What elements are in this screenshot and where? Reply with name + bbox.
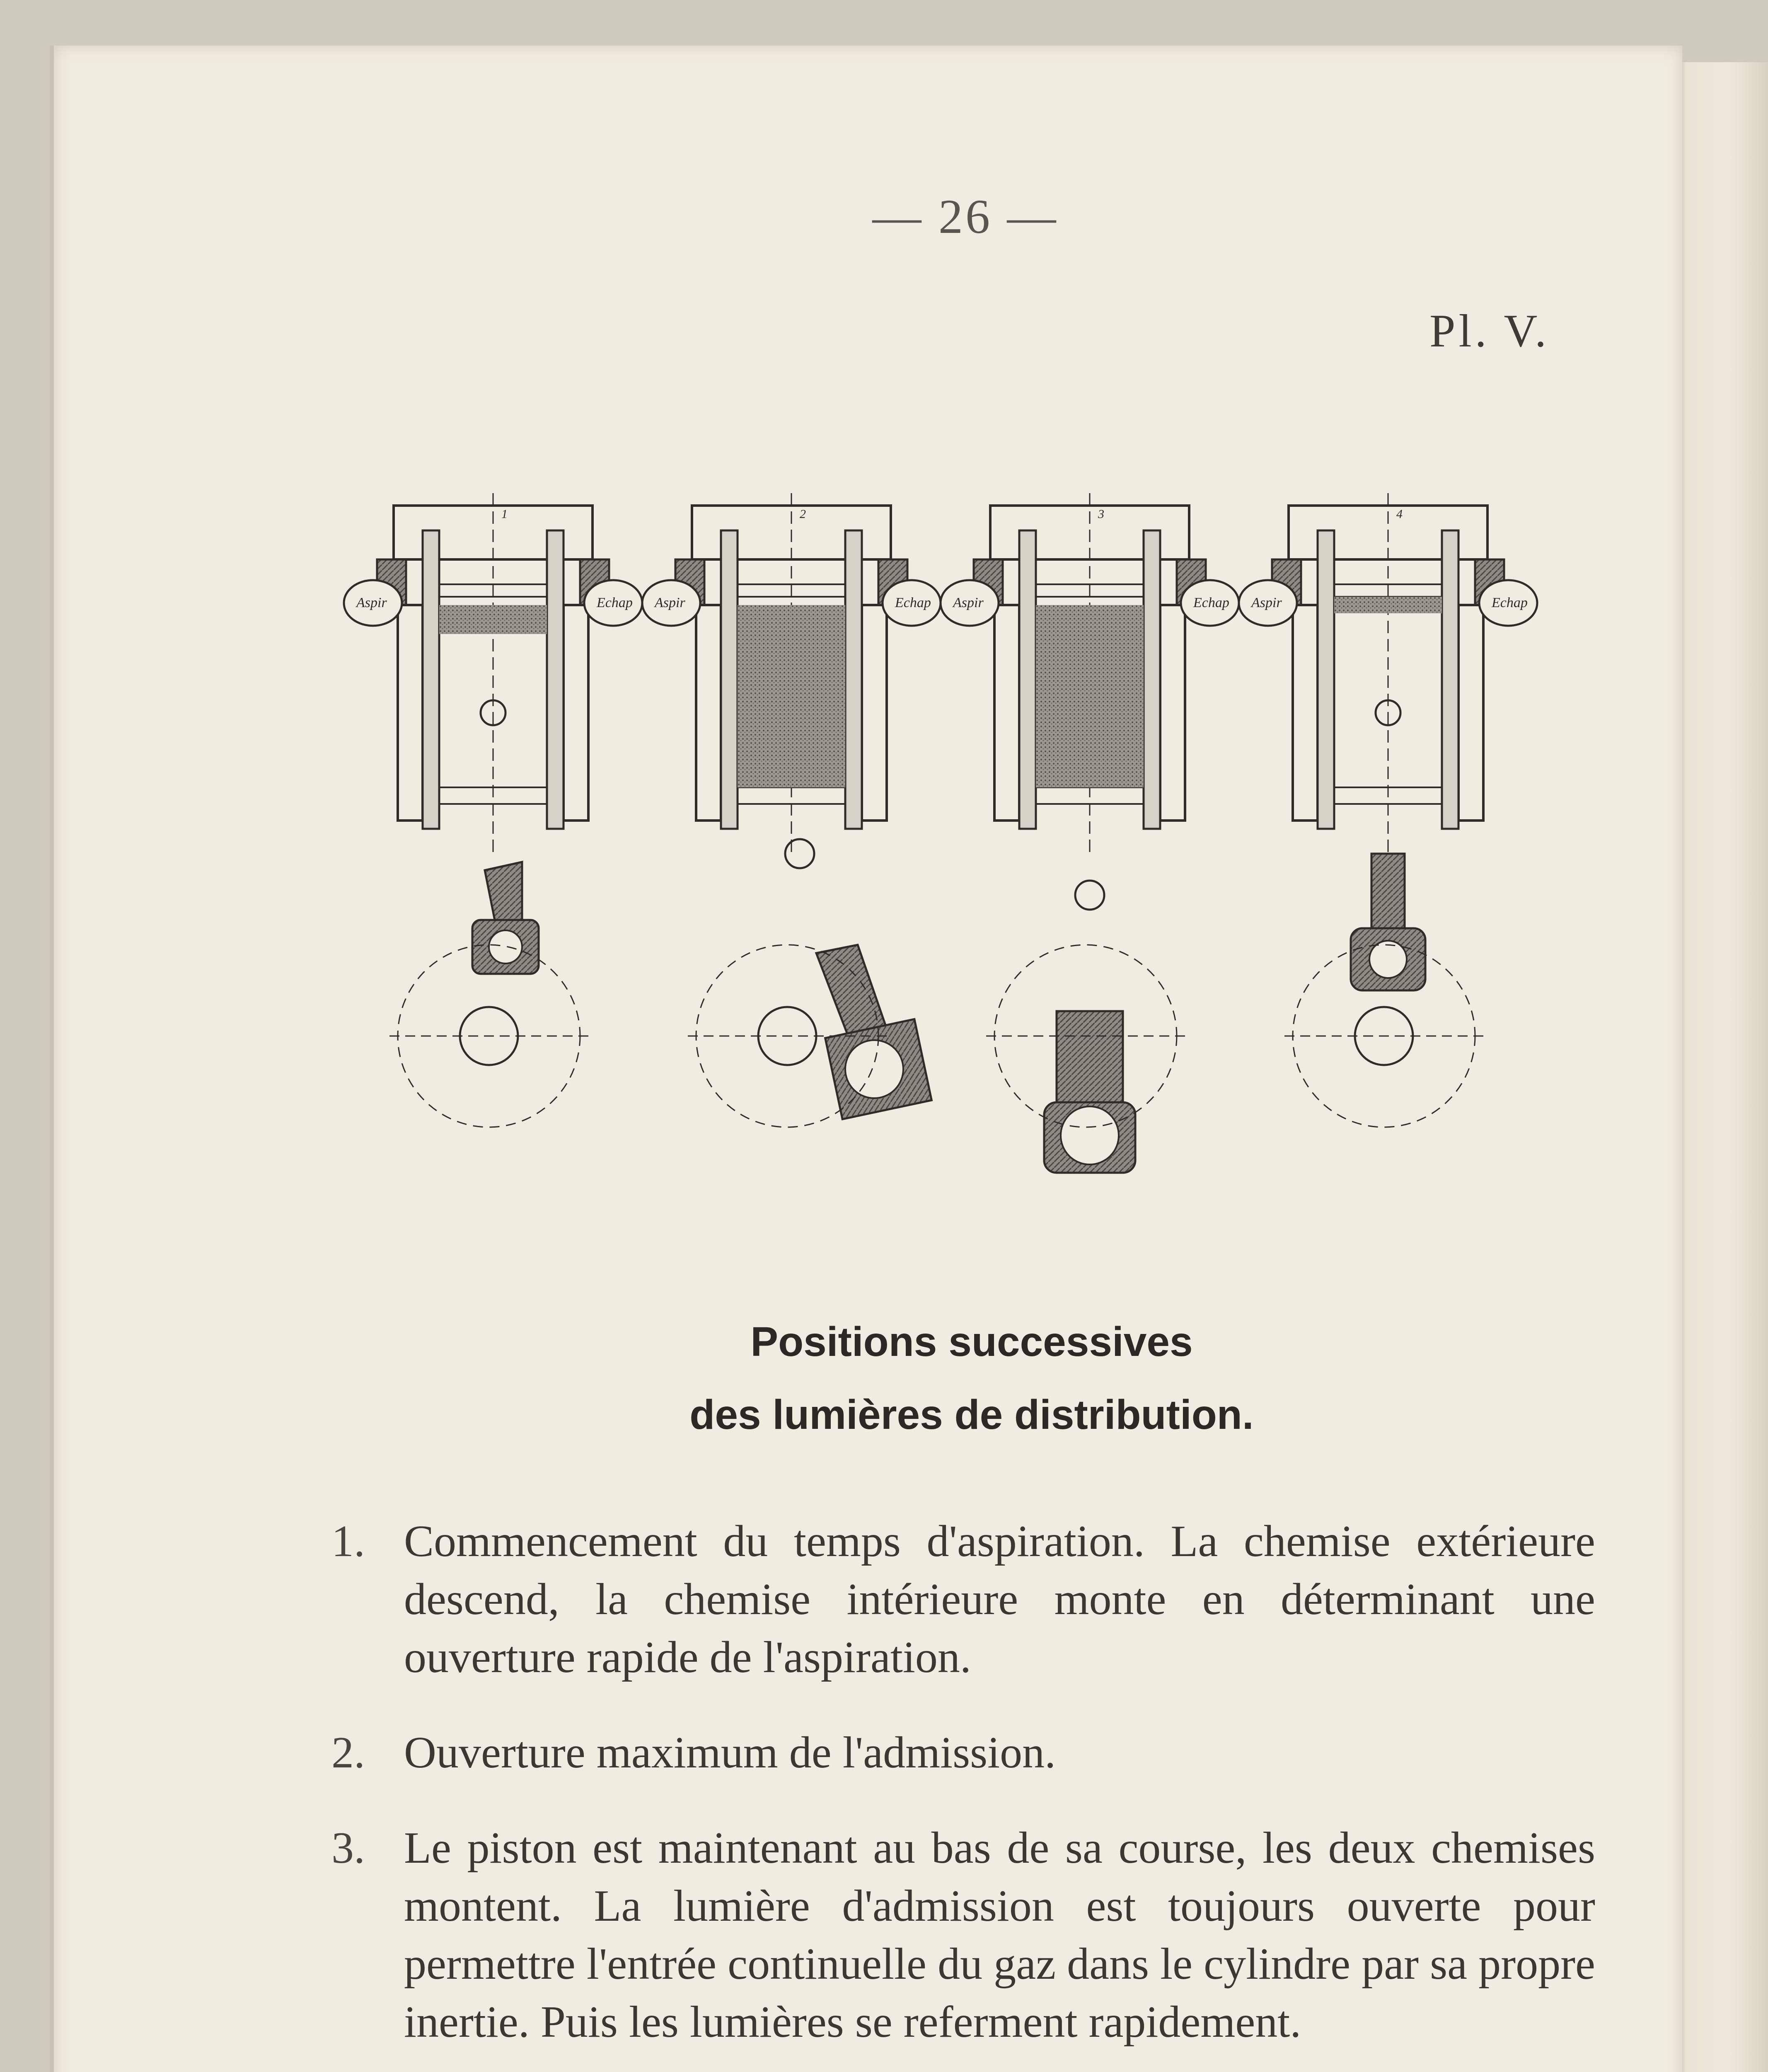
list-item — [331, 1819, 1595, 2051]
exhaust-port-label: Echap — [597, 595, 633, 610]
diagram-index-label: 3 — [1098, 507, 1104, 521]
caption-line-1: Positions successives — [750, 1319, 1193, 1365]
item-number: 2. — [331, 1728, 365, 1777]
intake-port-label: Aspir — [356, 595, 387, 610]
plate-label: Pl. V. — [1429, 305, 1550, 357]
description-list — [331, 1513, 1595, 2072]
exhaust-port-label: Echap — [895, 595, 931, 610]
item-number: 3. — [331, 1823, 365, 1873]
diagram-4 — [1239, 493, 1537, 1127]
next-page-edge — [1678, 62, 1768, 2072]
intake-port-label: Aspir — [655, 595, 685, 610]
diagram-index-label: 4 — [1396, 507, 1403, 521]
exhaust-port-label: Echap — [1193, 595, 1229, 610]
distribution-diagram-figure — [356, 489, 1575, 1193]
item-text: Ouverture maximum de l'admission. — [404, 1728, 1056, 1777]
item-number: 1. — [331, 1517, 365, 1566]
diagram-2 — [642, 493, 941, 1127]
diagram-index-label: 2 — [800, 507, 806, 521]
list-item — [331, 1724, 1595, 1782]
intake-port-label: Aspir — [1251, 595, 1282, 610]
item-text: Le piston est maintenant au bas de sa course, les deux chemises montent. La lumière d'admission est toujours ouverte pour permettre l'entrée continuelle du gaz dans le cylindre par sa propre inertie. Puis les lumières se referment rapidement. — [404, 1823, 1595, 2047]
caption-line-2: des lumières de distribution. — [689, 1392, 1254, 1438]
figure-caption — [373, 1305, 1570, 1451]
list-item — [331, 1513, 1595, 1687]
diagram-index-label: 1 — [501, 507, 508, 521]
exhaust-port-label: Echap — [1492, 595, 1528, 610]
item-text: Commencement du temps d'aspiration. La chemise extérieure descend, la chemise intérieure monte en déterminant une ouverture rapide de l'aspiration. — [404, 1517, 1595, 1682]
intake-port-label: Aspir — [953, 595, 984, 610]
page-number: — 26 — — [872, 189, 1059, 244]
diagram-1 — [344, 493, 642, 1127]
